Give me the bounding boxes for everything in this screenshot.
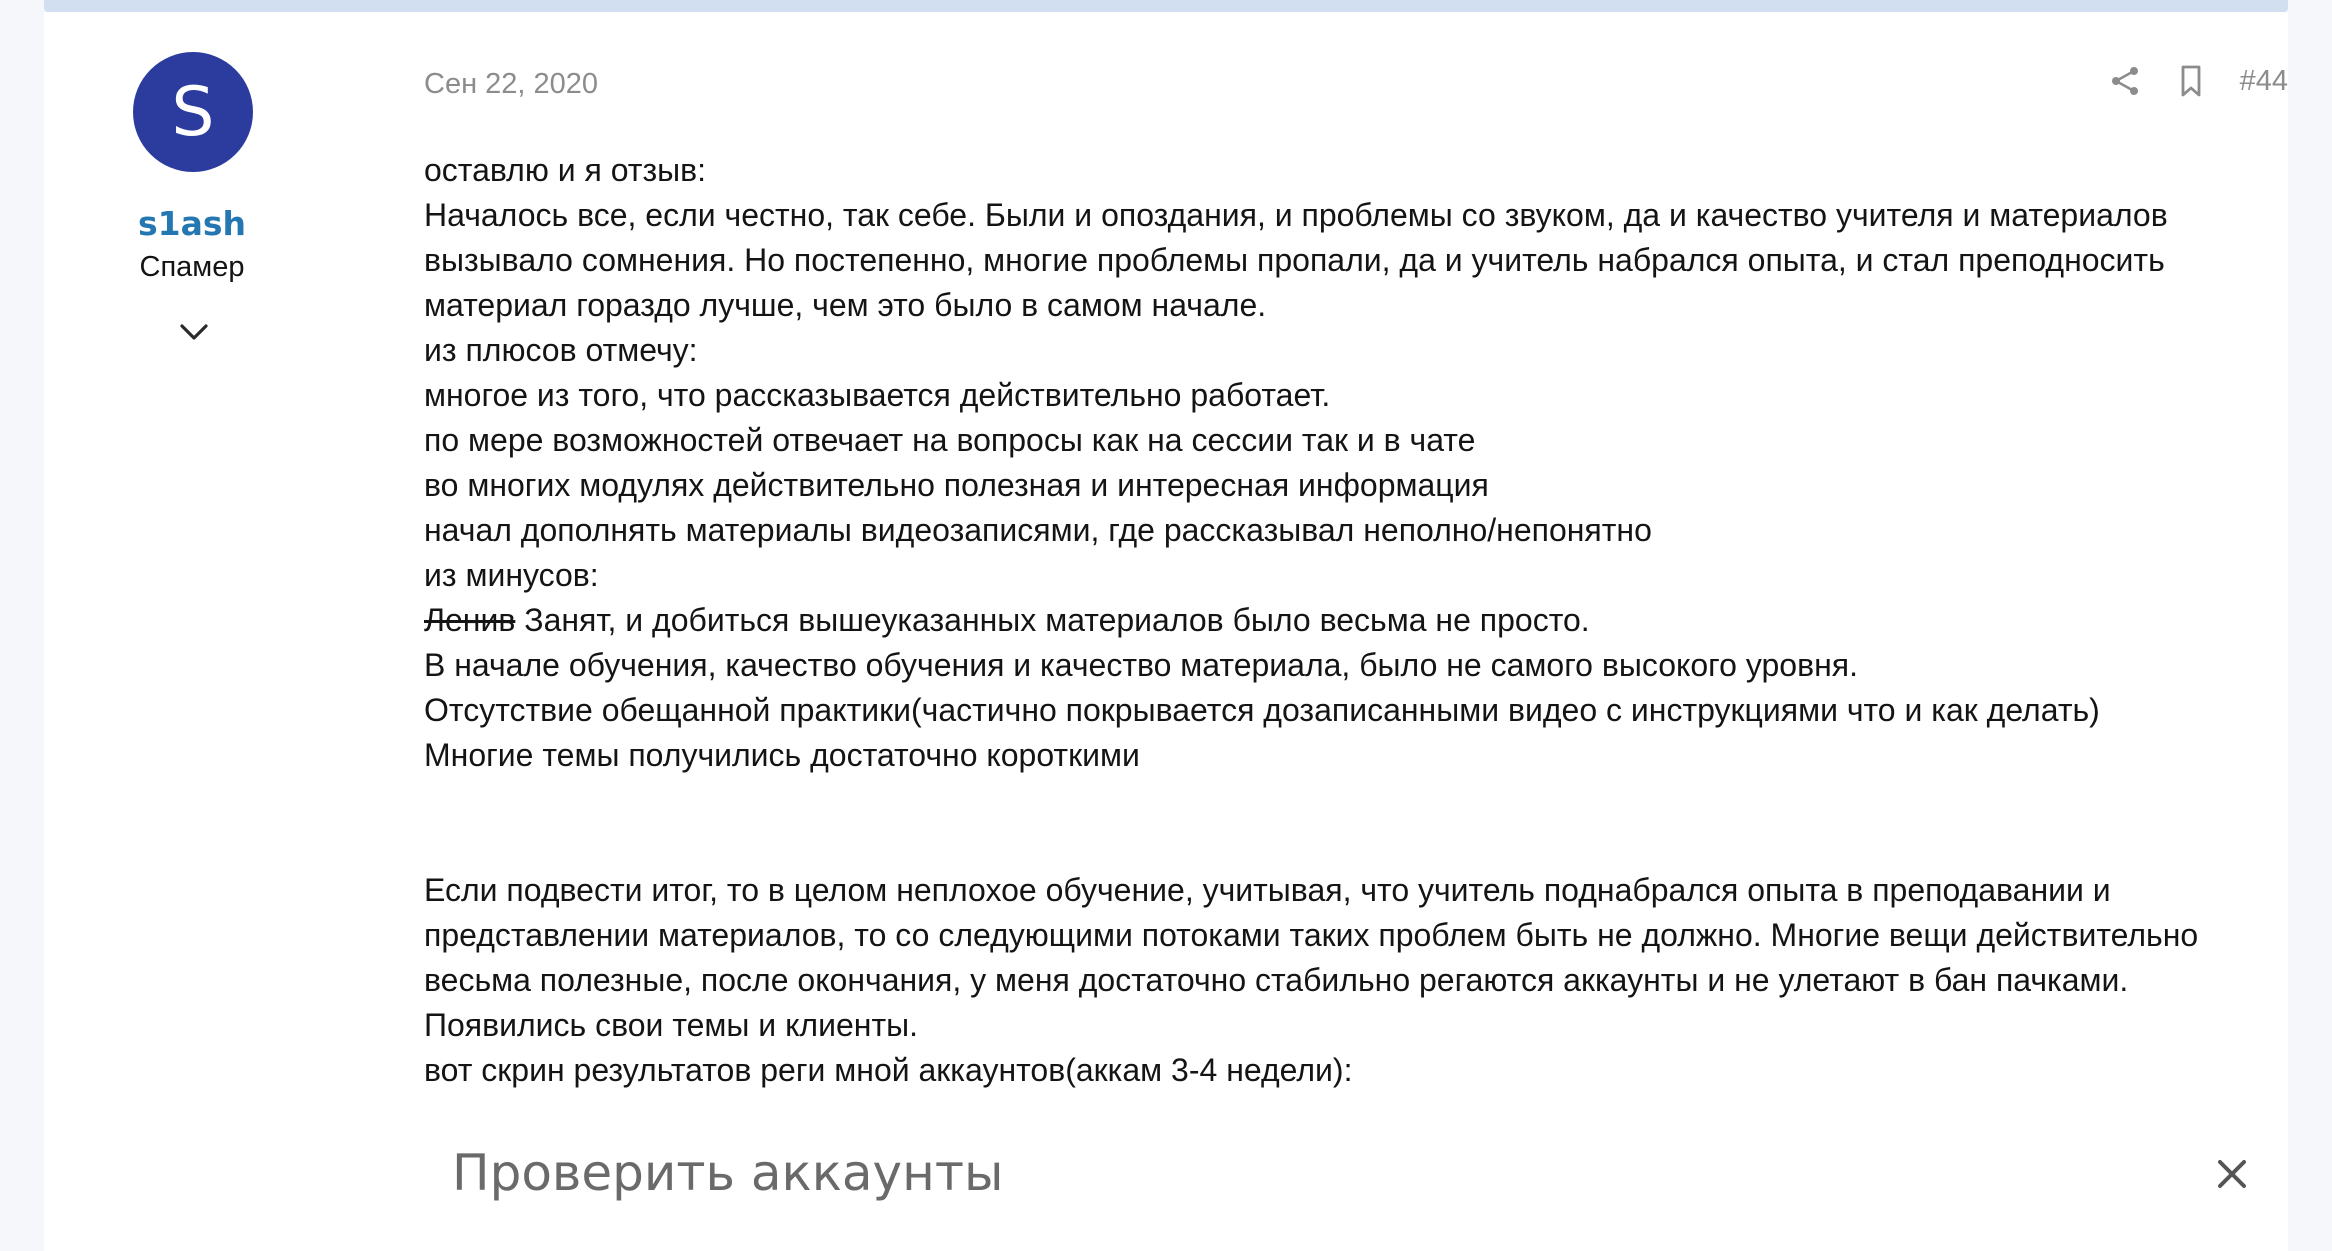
message-line: Многие темы получились достаточно короткими — [424, 737, 1140, 773]
summary-line: вот скрин результатов реги мной аккаунтов(аккам 3-4 недели): — [424, 1052, 1353, 1088]
message-line: В начале обучения, качество обучения и качество материала, было не самого высокого уровня. — [424, 647, 1858, 683]
message-line: материал гораздо лучше, чем это было в самом начале. — [424, 287, 1267, 323]
user-title: Спамер — [139, 251, 245, 283]
share-icon[interactable] — [2108, 64, 2142, 98]
bookmark-icon[interactable] — [2174, 64, 2208, 98]
summary-line: Если подвести итог, то в целом неплохое обучение, учитывая, что учитель поднабрался опыта в преподавании и — [424, 872, 2111, 908]
avatar-letter: S — [171, 72, 215, 152]
message-line: многое из того, что рассказывается действительно работает. — [424, 377, 1331, 413]
summary-line: Появились свои темы и клиенты. — [424, 1007, 918, 1043]
user-cell — [44, 12, 340, 1251]
embed-title: Проверить аккаунты — [452, 1144, 1004, 1202]
post-divider — [44, 0, 2288, 12]
message-body — [424, 148, 2264, 1093]
summary-line: представлении материалов, то со следующими потоками таких проблем быть не должно. Многие вещи действительно — [424, 917, 2199, 953]
message-line: Отсутствие обещанной практики(частично покрывается дозаписанными видео с инструкциями что и как делать) — [424, 692, 2100, 728]
post-number-link[interactable]: #44 — [2239, 64, 2288, 97]
message-line: оставлю и я отзыв: — [424, 152, 707, 188]
strike-line-rest: Занят, и добиться вышеуказанных материалов было весьма не просто. — [515, 602, 1590, 638]
username-link[interactable]: s1ash — [137, 204, 246, 243]
avatar[interactable] — [133, 52, 253, 172]
post-actions — [2076, 58, 2288, 104]
message-line: из минусов: — [424, 557, 599, 593]
message-line: вызывало сомнения. Но постепенно, многие проблемы пропали, да и учитель набрался опыта, и стал преподносить — [424, 242, 2165, 278]
embedded-screenshot[interactable] — [424, 1124, 2288, 1251]
message-line: во многих модулях действительно полезная и интересная информация — [424, 467, 1489, 503]
post-date[interactable]: Сен 22, 2020 — [424, 68, 599, 100]
post — [44, 12, 2288, 1251]
message-line: начал дополнять материалы видеозаписями, где рассказывал неполно/непонятно — [424, 512, 1652, 548]
strikethrough-text: Ленив — [424, 602, 516, 638]
message-line: Началось все, если честно, так себе. Были и опоздания, и проблемы со звуком, да и качество учителя и материалов — [424, 197, 2168, 233]
message-line-strike — [424, 598, 2264, 643]
chevron-down-icon[interactable] — [176, 318, 212, 346]
message-line: по мере возможностей отвечает на вопросы как на сессии так и в чате — [424, 422, 1476, 458]
paragraph-spacer — [424, 778, 2264, 868]
message-line: из плюсов отмечу: — [424, 332, 698, 368]
summary-line: весьма полезные, после окончания, у меня достаточно стабильно регаются аккаунты и не улетают в бан пачками. — [424, 962, 2129, 998]
close-icon[interactable] — [2212, 1154, 2252, 1194]
